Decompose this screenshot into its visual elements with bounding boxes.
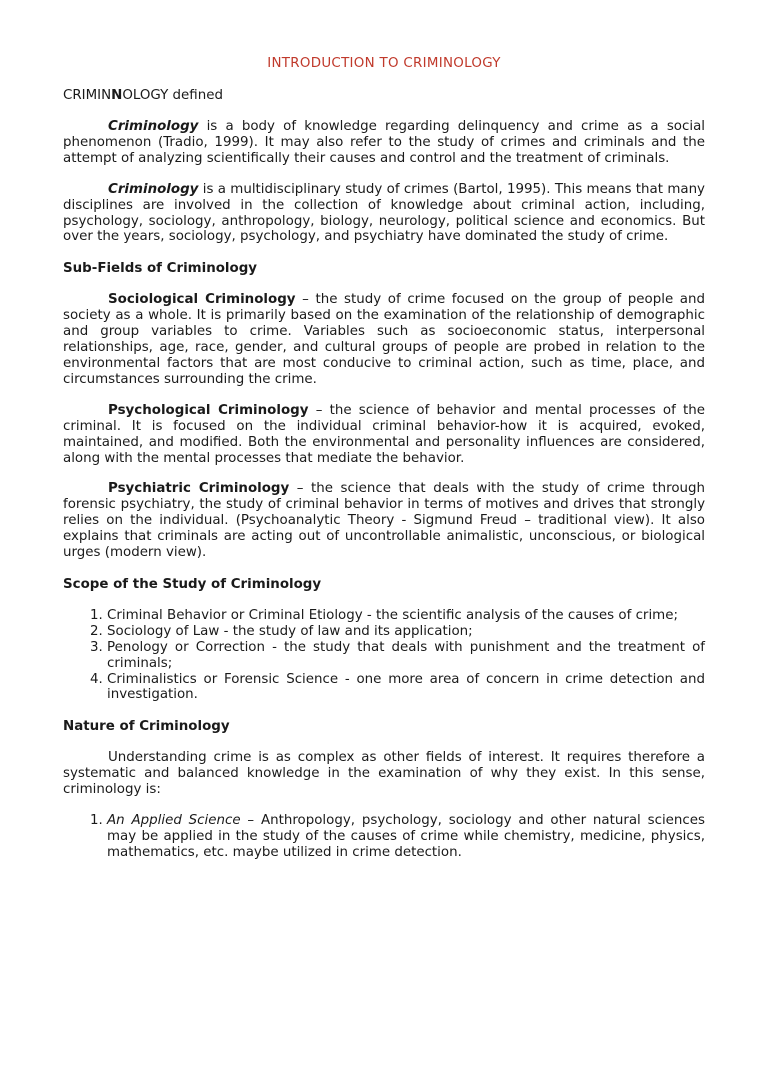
- list-item: 3. Penology or Correction - the study that deals with punishment and the treatment of criminals;: [107, 640, 705, 672]
- nature-list: [63, 813, 705, 861]
- heading-sub-fields: Sub-Fields of Criminology: [63, 261, 258, 277]
- list-item: 1. Criminal Behavior or Criminal Etiology - the scientific analysis of the causes of crime;: [107, 608, 705, 624]
- list-item: 4. Criminalistics or Forensic Science - one more area of concern in crime detection and investigation.: [107, 672, 705, 704]
- term-applied-science: An Applied Science: [107, 813, 241, 829]
- term-psychological: Psychological Criminology: [108, 402, 309, 418]
- list-item: 1. An Applied Science – Anthropology, psychology, sociology and other natural sciences may be applied in the study of the causes of crime while chemistry, medicine, physics, mathematics, etc. maybe utilized in crime detection.: [107, 813, 705, 861]
- term-criminology: Criminology: [108, 119, 199, 134]
- paragraph-sociological: Sociological Criminology – the study of crime focused on the group of people and society as a whole. It is primarily based on the examination of the relationship of demographic and group variables to crime. Variables such as socioeconomic status, interpersonal relationships, age, race, gender, and cultural groups of people are probed in relation to the environmental factors that are most conducive to criminal action, such as time, place, and circumstances surrounding the crime.: [63, 292, 705, 387]
- scope-list: [63, 608, 705, 703]
- heading-scope: Scope of the Study of Criminology: [63, 576, 322, 592]
- term-sociological: Sociological Criminology: [108, 292, 296, 308]
- list-item: 2. Sociology of Law - the study of law and its application;: [107, 624, 705, 640]
- paragraph-definition-1: Criminology is a body of knowledge regarding delinquency and crime as a social phenomenon (Tradio, 1999). It may also refer to the study of crimes and criminals and the attempt of analyzing scientifically their causes and control and the treatment of criminals.: [63, 119, 705, 166]
- paragraph-psychological: Psychological Criminology – the science of behavior and mental processes of the criminal. It is focused on the individual criminal behavior-how it is acquired, evoked, maintained, and modified. Both the environmental and personality influences are considered, along with the mental processes that mediate the behavior.: [63, 402, 705, 466]
- paragraph-definition-2: Criminology is a multidisciplinary study of crimes (Bartol, 1995). This means that many disciplines are involved in the collection of knowledge about criminal action, including, psychology, sociology, anthropology, biology, neurology, political science and economics. But over the years, sociology, psychology, and psychiatry have dominated the study of crime.: [63, 181, 705, 245]
- term-psychiatric: Psychiatric Criminology: [108, 481, 290, 497]
- heading-criminology-defined: CRIMINNOLOGY defined: [63, 88, 223, 103]
- term-criminology: Criminology: [108, 181, 199, 197]
- heading-bold-n: N: [111, 88, 123, 103]
- paragraph-nature-intro: Understanding crime is as complex as other fields of interest. It requires therefore a systematic and balanced knowledge in the examination of why they exist. In this sense, criminology is:: [63, 750, 705, 798]
- document-title: INTRODUCTION TO CRIMINOLOGY: [267, 56, 501, 71]
- heading-nature: Nature of Criminology: [63, 719, 230, 735]
- paragraph-psychiatric: Psychiatric Criminology – the science that deals with the study of crime through forensic psychiatry, the study of criminal behavior in terms of motives and drives that strongly relies on the individual. (Psychoanalytic Theory - Sigmund Freud – traditional view). It also explains that criminals are acting out of uncontrollable animalistic, unconscious, or biological urges (modern view).: [63, 481, 705, 561]
- document-page: [0, 56, 768, 1080]
